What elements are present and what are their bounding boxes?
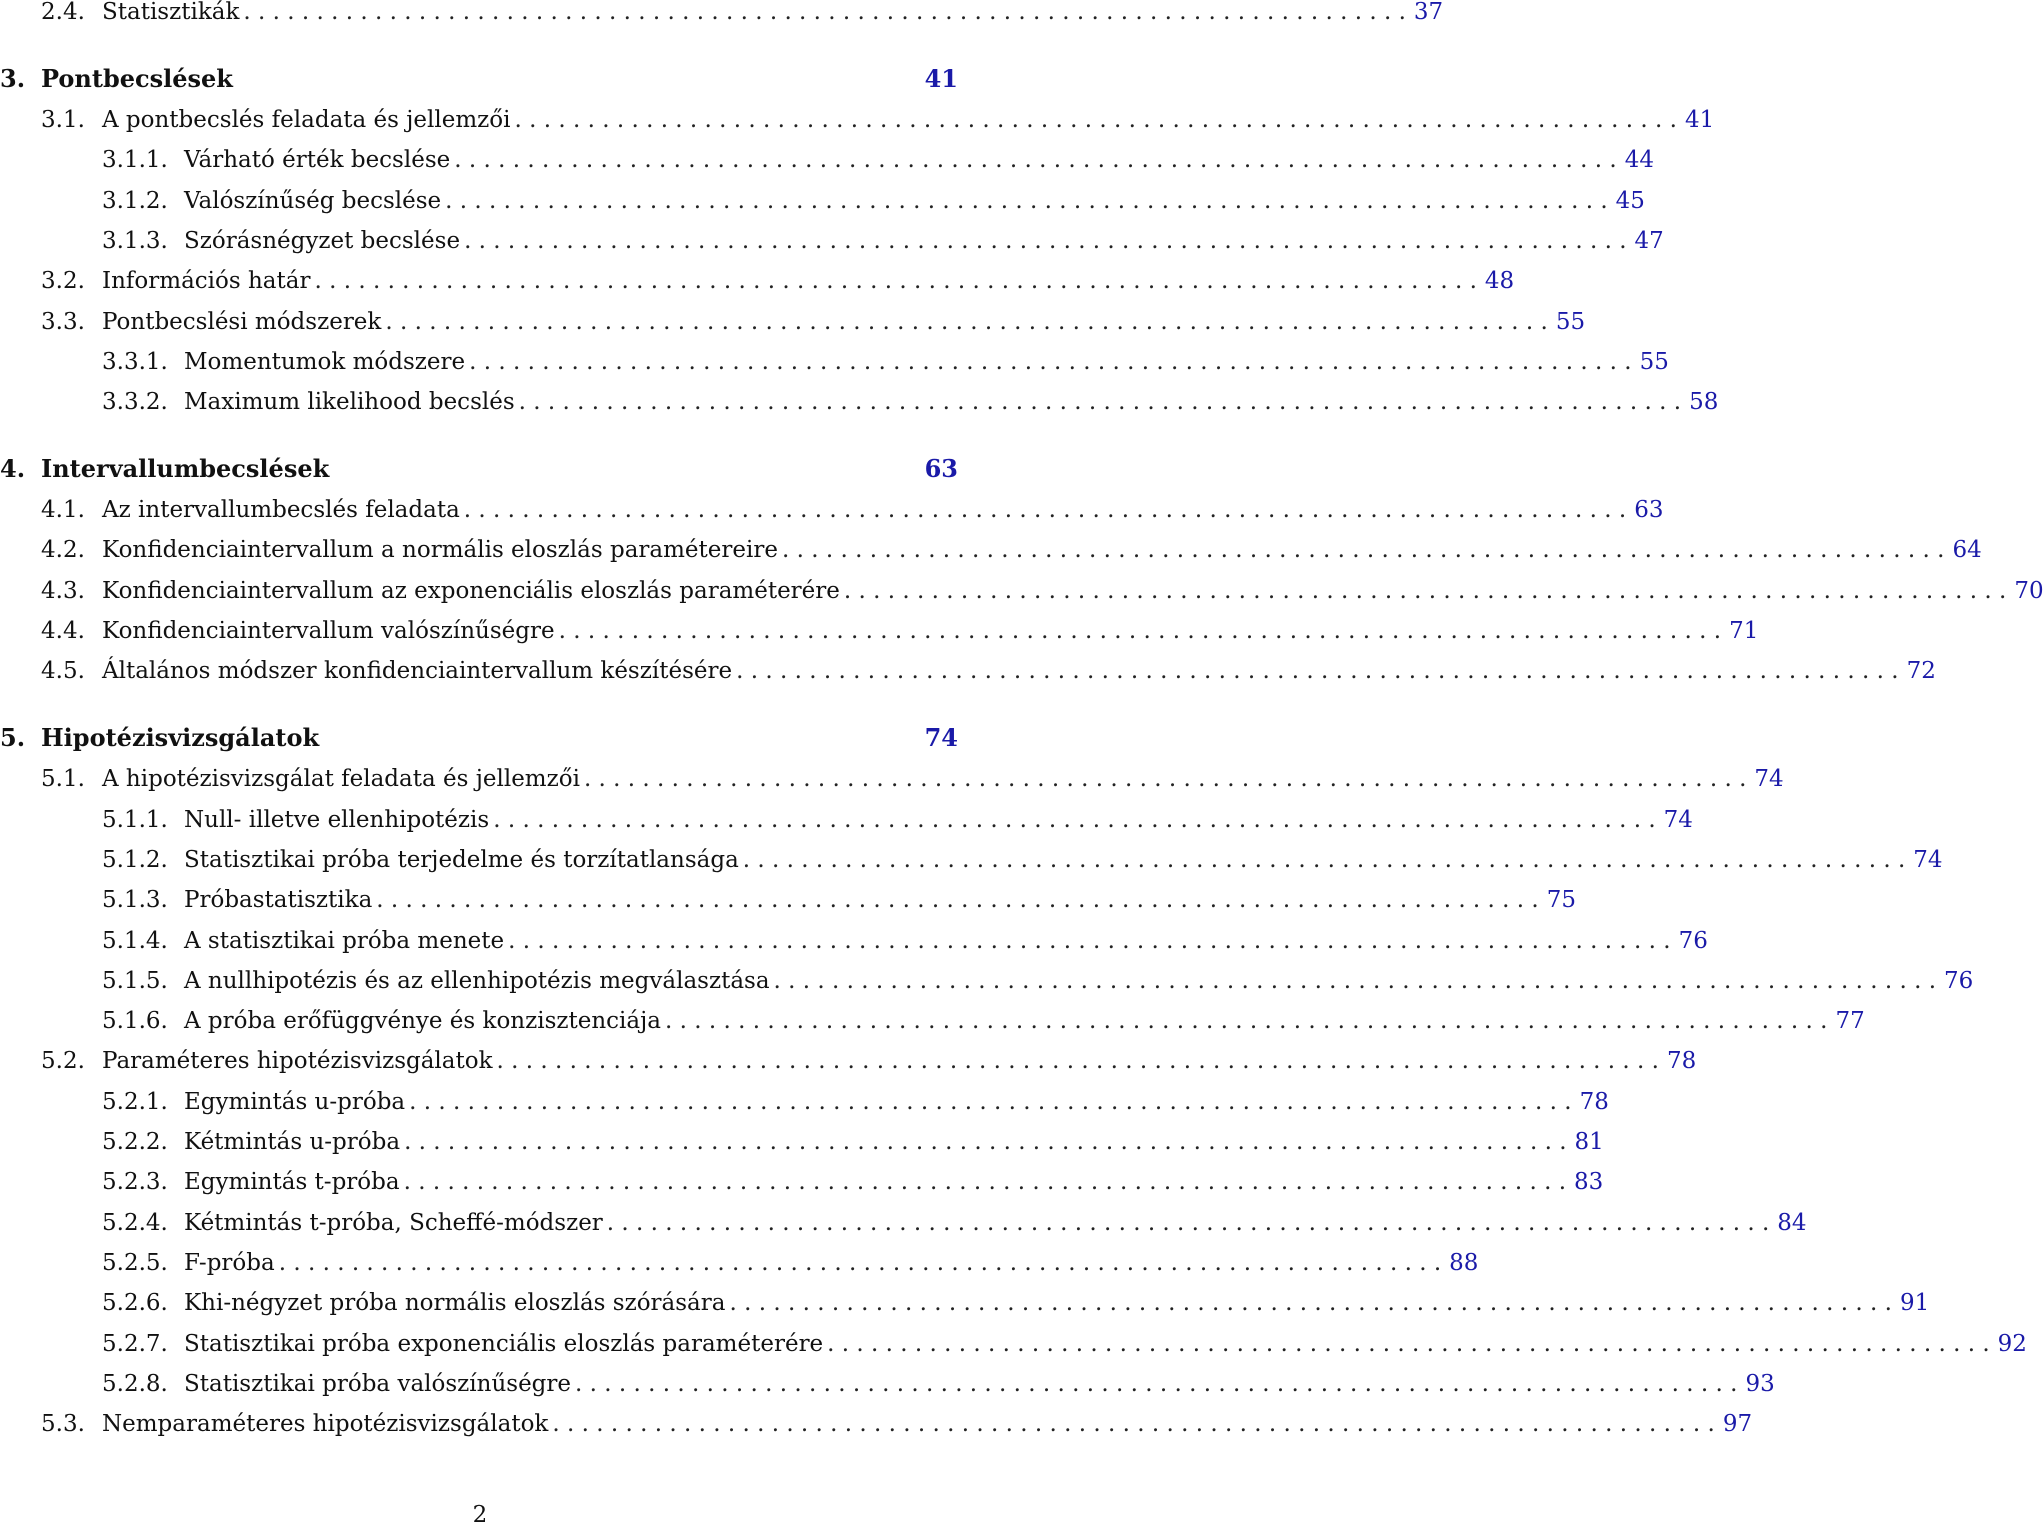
dot-leader: . . . . . . . . . . . . . . . . . . . . . . . . . . . . . . . . . . . . . . . . . . . . . . . . . . . . . . . . . . . . . . . . . . . . . . . . . . . . . . . .	[583, 766, 1747, 793]
toc-entry[interactable]	[0, 493, 1664, 527]
toc-entry-number: 5.2.	[41, 1048, 85, 1075]
toc-entry-page-link[interactable]: 93	[1745, 1370, 1775, 1397]
dot-leader: . . . . . . . . . . . . . . . . . . . . . . . . . . . . . . . . . . . . . . . . . . . . . . . . . . . . . . . . . . . . . . . . . . . . . . . . . . . . . . . .	[409, 1088, 1572, 1115]
toc-entry-number: 4.3.	[41, 577, 85, 604]
page-number: 2	[472, 1502, 488, 1528]
toc-entry[interactable]	[0, 264, 1515, 298]
toc-entry-number: 3.3.	[41, 308, 85, 335]
toc-entry-page-link[interactable]: 44	[1624, 147, 1654, 174]
dot-leader: . . . . . . . . . . . . . . . . . . . . . . . . . . . . . . . . . . . . . . . . . . . . . . . . . . . . . . . . . . . . . . . . . . . . . . . . . . . . . . . .	[606, 1209, 1770, 1236]
toc-entry-page-link[interactable]: 78	[1579, 1088, 1609, 1115]
toc-entry-number: 5.1.3.	[102, 887, 168, 914]
toc-entry-page-link[interactable]: 63	[1634, 497, 1664, 524]
toc-entry-title: Egymintás t-próba	[184, 1169, 400, 1196]
toc-entry-title: Az intervallumbecslés feladata	[102, 497, 460, 524]
dot-leader: . . . . . . . . . . . . . . . . . . . . . . . . . . . . . . . . . . . . . . . . . . . . . . . . . . . . . . . . . . . . . . . . . . . . . . . . . . . . . . . .	[243, 0, 1406, 25]
toc-entry[interactable]	[0, 803, 1693, 837]
dot-leader: . . . . . . . . . . . . . . . . . . . . . . . . . . . . . . . . . . . . . . . . . . . . . . . . . . . . . . . . . . . . . . . . . . . . . . . . . . . . . . . .	[463, 497, 1627, 524]
toc-entry-title: Intervallumbecslések	[41, 454, 330, 484]
toc-entry-number: 4.1.	[41, 497, 85, 524]
toc-entry-number: 3.1.1.	[102, 147, 168, 174]
toc-entry-number: 5.2.4.	[102, 1209, 168, 1236]
toc-entry-page-link[interactable]: 55	[1555, 308, 1586, 335]
toc-entry[interactable]	[0, 574, 2044, 608]
dot-leader: . . . . . . . . . . . . . . . . . . . . . . . . . . . . . . . . . . . . . . . . . . . . . . . . . . . . . . . . . . . . . . . . . . . . . . . . . . . . . . . .	[781, 537, 1945, 564]
toc-entry[interactable]	[0, 1165, 1604, 1199]
toc-entry-page-link[interactable]: 84	[1777, 1209, 1807, 1236]
toc-entry-page-link[interactable]: 74	[1754, 766, 1784, 793]
toc-entry[interactable]	[0, 654, 1936, 688]
toc-entry-page-link[interactable]: 47	[1634, 227, 1664, 254]
dot-leader: . . . . . . . . . . . . . . . . . . . . . . . . . . . . . . . . . . . . . . . . . . . . . . . . . . . . . . . . . . . . . . . . . . . . . . . . . . . . . . . .	[314, 268, 1477, 295]
toc-entry-title: Statisztikai próba exponenciális eloszlás paraméterére	[184, 1330, 824, 1357]
toc-entry[interactable]	[0, 1407, 1753, 1441]
toc-entry-title: Statisztikai próba terjedelme és torzítatlansága	[184, 846, 739, 873]
toc-entry-page-link[interactable]: 64	[1952, 537, 1982, 564]
toc-entry-number: 5.2.7.	[102, 1330, 168, 1357]
toc-entry-number: 4.2.	[41, 537, 85, 564]
toc-entry[interactable]	[0, 0, 1444, 29]
toc-entry-number: 3.1.2.	[102, 187, 168, 214]
toc-entry-title: A hipotézisvizsgálat feladata és jellemzői	[102, 766, 580, 793]
toc-entry[interactable]	[0, 883, 1577, 917]
dot-leader: . . . . . . . . . . . . . . . . . . . . . . . . . . . . . . . . . . . . . . . . . . . . . . . . . . . . . . . . . . . . . . . . . . . . . . . . . . . . . . . .	[552, 1411, 1715, 1438]
toc-entry-page-link[interactable]: 78	[1667, 1048, 1697, 1075]
toc-entry[interactable]	[0, 924, 1708, 958]
toc-entry-page-link[interactable]: 55	[1639, 348, 1669, 375]
dot-leader: . . . . . . . . . . . . . . . . . . . . . . . . . . . . . . . . . . . . . . . . . . . . . . . . . . . . . . . . . . . . . . . . . . . . . . . . . . . . . . . .	[385, 308, 1548, 335]
toc-entry[interactable]	[0, 184, 1645, 218]
toc-entry[interactable]	[0, 224, 1664, 258]
dot-leader: . . . . . . . . . . . . . . . . . . . . . . . . . . . . . . . . . . . . . . . . . . . . . . . . . . . . . . . . . . . . . . . . . . . . . . . . . . . . . . . .	[518, 389, 1682, 416]
toc-entry-page-link[interactable]: 74	[924, 723, 958, 753]
toc-entry-title: Valószínűség becslése	[184, 187, 442, 214]
toc-entry-title: A statisztikai próba menete	[184, 927, 505, 954]
toc-entry[interactable]	[0, 385, 1719, 419]
toc-entry[interactable]	[0, 1044, 1697, 1078]
toc-entry-page-link[interactable]: 88	[1449, 1249, 1479, 1276]
dot-leader: . . . . . . . . . . . . . . . . . . . . . . . . . . . . . . . . . . . . . . . . . . . . . . . . . . . . . . . . . . . . . . . . . . . . . . . . . . . . . . . .	[575, 1370, 1738, 1397]
toc-entry[interactable]	[0, 1085, 1609, 1119]
dot-leader: . . . . . . . . . . . . . . . . . . . . . . . . . . . . . . . . . . . . . . . . . . . . . . . . . . . . . . . . . . . . . . . . . . . . . . . . . . . . . . . .	[493, 806, 1656, 833]
toc-entry[interactable]	[0, 614, 1759, 648]
dot-leader: . . . . . . . . . . . . . . . . . . . . . . . . . . . . . . . . . . . . . . . . . . . . . . . . . . . . . . . . . . . . . . . . . . . . . . . . . . . . . . . .	[464, 227, 1627, 254]
dot-leader: . . . . . . . . . . . . . . . . . . . . . . . . . . . . . . . . . . . . . . . . . . . . . . . . . . . . . . . . . . . . . . . . . . . . . . . . . . . . . . . .	[445, 187, 1608, 214]
dot-leader: . . . . . . . . . . . . . . . . . . . . . . . . . . . . . . . . . . . . . . . . . . . . . . . . . . . . . . . . . . . . . . . . . . . . . . . . . . . . . . . .	[843, 577, 2007, 604]
toc-entry-title: A pontbecslés feladata és jellemzői	[102, 107, 511, 133]
toc-entry-page-link[interactable]: 75	[1546, 887, 1577, 914]
toc-entry-page-link[interactable]: 41	[1684, 107, 1715, 133]
toc-entry[interactable]	[0, 964, 1974, 998]
toc-entry-number: 5.1.	[41, 766, 85, 793]
toc-entry-number: 3.1.3.	[102, 227, 168, 254]
toc-entry-number: 3.2.	[41, 268, 85, 295]
toc-entry-page-link[interactable]: 41	[924, 64, 958, 93]
toc-entry-number: 5.1.4.	[102, 927, 168, 954]
toc-entry-title: F-próba	[184, 1249, 275, 1276]
toc-entry-number: 5.	[0, 723, 26, 753]
toc-entry-number: 4.4.	[41, 618, 85, 644]
dot-leader: . . . . . . . . . . . . . . . . . . . . . . . . . . . . . . . . . . . . . . . . . . . . . . . . . . . . . . . . . . . . . . . . . . . . . . . . . . . . . . . .	[404, 1129, 1567, 1155]
toc-entry-title: Paraméteres hipotézisvizsgálatok	[102, 1048, 493, 1075]
toc-entry-number: 3.	[0, 64, 26, 93]
toc-entry-title: Nemparaméteres hipotézisvizsgálatok	[102, 1411, 549, 1438]
toc-entry-page-link[interactable]: 37	[1413, 0, 1444, 25]
dot-leader: . . . . . . . . . . . . . . . . . . . . . . . . . . . . . . . . . . . . . . . . . . . . . . . . . . . . . . . . . . . . . . . . . . . . . . . . . . . . . . . .	[376, 887, 1539, 914]
dot-leader: . . . . . . . . . . . . . . . . . . . . . . . . . . . . . . . . . . . . . . . . . . . . . . . . . . . . . . . . . . . . . . . . . . . . . . . . . . . . . . . .	[664, 1008, 1828, 1035]
toc-entry[interactable]	[0, 143, 1654, 177]
toc-entry-page-link[interactable]: 97	[1722, 1411, 1753, 1438]
toc-entry-title: Null- illetve ellenhipotézis	[184, 806, 490, 833]
toc-entry-number: 2.4.	[41, 0, 85, 25]
dot-leader: . . . . . . . . . . . . . . . . . . . . . . . . . . . . . . . . . . . . . . . . . . . . . . . . . . . . . . . . . . . . . . . . . . . . . . . . . . . . . . . .	[729, 1290, 1892, 1317]
toc-entry[interactable]	[0, 1125, 1604, 1159]
toc-entry-title: Szórásnégyzet becslése	[184, 227, 461, 254]
toc-entry-title: Konfidenciaintervallum a normális eloszlás paramétereire	[102, 537, 778, 564]
toc-entry-title: A nullhipotézis és az ellenhipotézis megválasztása	[184, 967, 770, 994]
toc-entry-number: 5.2.1.	[102, 1088, 168, 1115]
toc-entry-title: Hipotézisvizsgálatok	[41, 723, 320, 753]
toc-entry-page-link[interactable]: 72	[1906, 658, 1936, 685]
toc-entry-number: 4.5.	[41, 658, 85, 685]
toc-entry-title: Konfidenciaintervallum valószínűségre	[102, 618, 555, 644]
toc-entry[interactable]	[0, 1367, 1775, 1401]
toc-entry-number: 5.1.1.	[102, 806, 168, 833]
dot-leader: . . . . . . . . . . . . . . . . . . . . . . . . . . . . . . . . . . . . . . . . . . . . . . . . . . . . . . . . . . . . . . . . . . . . . . . . . . . . . . . .	[558, 618, 1722, 644]
dot-leader: . . . . . . . . . . . . . . . . . . . . . . . . . . . . . . . . . . . . . . . . . . . . . . . . . . . . . . . . . . . . . . . . . . . . . . . . . . . . . . . .	[508, 927, 1671, 954]
dot-leader: . . . . . . . . . . . . . . . . . . . . . . . . . . . . . . . . . . . . . . . . . . . . . . . . . . . . . . . . . . . . . . . . . . . . . . . . . . . . . . . .	[827, 1330, 1990, 1357]
dot-leader: . . . . . . . . . . . . . . . . . . . . . . . . . . . . . . . . . . . . . . . . . . . . . . . . . . . . . . . . . . . . . . . . . . . . . . . . . . . . . . . .	[736, 658, 1899, 685]
toc-entry-number: 5.2.5.	[102, 1249, 168, 1276]
toc-entry-number: 4.	[0, 454, 26, 484]
toc-entry-title: Kétmintás u-próba	[184, 1129, 401, 1155]
toc-entry-page-link[interactable]: 91	[1899, 1290, 1930, 1317]
toc-entry[interactable]	[0, 1246, 1479, 1280]
toc-entry-title: Kétmintás t-próba, Scheffé-módszer	[184, 1209, 603, 1236]
toc-entry[interactable]	[0, 1327, 2027, 1361]
toc-entry-page-link[interactable]: 76	[1678, 927, 1708, 954]
dot-leader: . . . . . . . . . . . . . . . . . . . . . . . . . . . . . . . . . . . . . . . . . . . . . . . . . . . . . . . . . . . . . . . . . . . . . . . . . . . . . . . .	[514, 107, 1677, 133]
toc-entry-page-link[interactable]: 74	[1663, 806, 1693, 833]
dot-leader: . . . . . . . . . . . . . . . . . . . . . . . . . . . . . . . . . . . . . . . . . . . . . . . . . . . . . . . . . . . . . . . . . . . . . . . . . . . . . . . .	[496, 1048, 1659, 1075]
toc-entry-page-link[interactable]: 74	[1913, 846, 1943, 873]
toc-entry-number: 3.3.2.	[102, 389, 168, 416]
toc-chapter-entry[interactable]	[0, 721, 958, 755]
toc-entry-number: 5.2.8.	[102, 1370, 168, 1397]
toc-entry-title: Várható érték becslése	[184, 147, 451, 174]
toc-entry-number: 5.1.5.	[102, 967, 168, 994]
toc-entry-number: 5.1.6.	[102, 1008, 168, 1035]
toc-entry-number: 5.2.3.	[102, 1169, 168, 1196]
dot-leader: . . . . . . . . . . . . . . . . . . . . . . . . . . . . . . . . . . . . . . . . . . . . . . . . . . . . . . . . . . . . . . . . . . . . . . . . . . . . . . . .	[469, 348, 1632, 375]
toc-entry-number: 5.2.6.	[102, 1290, 168, 1317]
toc-entry-number: 5.3.	[41, 1411, 85, 1438]
toc-entry-page-link[interactable]: 58	[1689, 389, 1719, 416]
toc-entry-page-link[interactable]: 71	[1729, 618, 1759, 644]
toc-entry-page-link[interactable]: 76	[1944, 967, 1974, 994]
toc-entry[interactable]	[0, 1286, 1930, 1320]
toc-entry-page-link[interactable]: 81	[1574, 1129, 1604, 1155]
toc-entry-title: Pontbecslési módszerek	[102, 308, 382, 335]
dot-leader: . . . . . . . . . . . . . . . . . . . . . . . . . . . . . . . . . . . . . . . . . . . . . . . . . . . . . . . . . . . . . . . . . . . . . . . . . . . . . . . .	[454, 147, 1617, 174]
toc-entry-title: Momentumok módszere	[184, 348, 466, 375]
toc-entry[interactable]	[0, 305, 1586, 339]
toc-entry[interactable]	[0, 762, 1784, 796]
toc-entry-title: Pontbecslések	[41, 64, 233, 93]
toc-entry-page-link[interactable]: 77	[1835, 1008, 1865, 1035]
dot-leader: . . . . . . . . . . . . . . . . . . . . . . . . . . . . . . . . . . . . . . . . . . . . . . . . . . . . . . . . . . . . . . . . . . . . . . . . . . . . . . . .	[403, 1169, 1567, 1196]
toc-entry-page-link[interactable]: 48	[1484, 268, 1515, 295]
toc-entry-number: 5.2.2.	[102, 1129, 168, 1155]
toc-entry-page-link[interactable]: 92	[1997, 1330, 2027, 1357]
toc-entry-title: Statisztikai próba valószínűségre	[184, 1370, 572, 1397]
toc-entry-title: Khi-négyzet próba normális eloszlás szórására	[184, 1290, 726, 1317]
toc-entry[interactable]	[0, 533, 1982, 567]
toc-entry-number: 3.3.1.	[102, 348, 168, 375]
toc-entry-title: Konfidenciaintervallum az exponenciális eloszlás paraméterére	[102, 577, 840, 604]
toc-entry-page-link[interactable]: 83	[1574, 1169, 1604, 1196]
toc-entry[interactable]	[0, 843, 1943, 877]
toc-chapter-entry[interactable]	[0, 452, 958, 486]
dot-leader: . . . . . . . . . . . . . . . . . . . . . . . . . . . . . . . . . . . . . . . . . . . . . . . . . . . . . . . . . . . . . . . . . . . . . . . . . . . . . . . .	[742, 846, 1906, 873]
toc-chapter-entry[interactable]	[0, 62, 958, 96]
toc-entry-title: Maximum likelihood becslés	[184, 389, 515, 416]
dot-leader: . . . . . . . . . . . . . . . . . . . . . . . . . . . . . . . . . . . . . . . . . . . . . . . . . . . . . . . . . . . . . . . . . . . . . . . . . . . . . . . .	[773, 967, 1937, 994]
toc-entry[interactable]	[0, 1004, 1865, 1038]
toc-entry-title: Egymintás u-próba	[184, 1088, 406, 1115]
toc-entry-title: A próba erőfüggvénye és konzisztenciája	[184, 1008, 661, 1035]
toc-entry-page-link[interactable]: 63	[924, 454, 958, 484]
toc-entry[interactable]	[0, 1206, 1807, 1240]
toc-entry-page-link[interactable]: 70	[2014, 577, 2044, 604]
toc-entry-title: Statisztikák	[102, 0, 240, 25]
toc-entry-title: Próbastatisztika	[184, 887, 373, 914]
dot-leader: . . . . . . . . . . . . . . . . . . . . . . . . . . . . . . . . . . . . . . . . . . . . . . . . . . . . . . . . . . . . . . . . . . . . . . . . . . . . . . . .	[278, 1249, 1442, 1276]
toc-entry-title: Információs határ	[102, 268, 311, 295]
toc-entry[interactable]	[0, 103, 1715, 137]
toc-entry-number: 5.1.2.	[102, 846, 168, 873]
toc-entry-title: Általános módszer konfidenciaintervallum készítésére	[102, 658, 733, 685]
toc-entry-number: 3.1.	[41, 107, 85, 133]
toc-entry[interactable]	[0, 345, 1669, 379]
toc-entry-page-link[interactable]: 45	[1615, 187, 1645, 214]
